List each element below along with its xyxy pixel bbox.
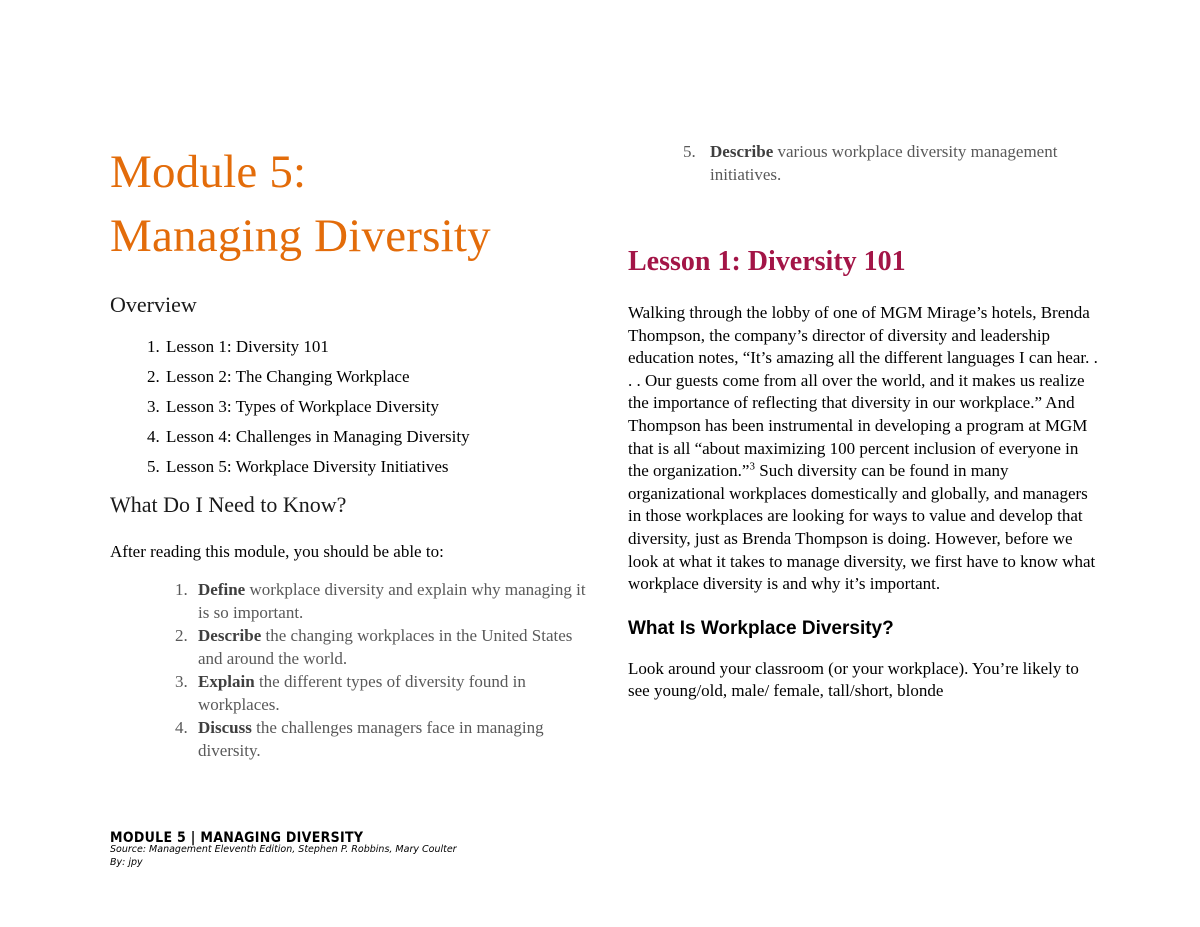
objective-item	[192, 716, 590, 762]
section-subheading: What Is Workplace Diversity?	[628, 617, 894, 639]
footer-author: By: jpy	[110, 857, 143, 868]
objective-verb: Describe	[710, 142, 774, 161]
objective-text: various workplace diversity management initiatives.	[710, 142, 1058, 184]
footnote-marker: 3	[749, 460, 755, 473]
objective-number: 5.	[683, 142, 696, 161]
objective-verb: Discuss	[198, 718, 252, 737]
objectives-list-continued	[628, 140, 1098, 186]
objective-item	[192, 578, 590, 624]
paragraph-text: Walking through the lobby of one of MGM Mirage’s hotels, Brenda Thompson, the company’s director of diversity and leadership education notes, “It’s amazing all the different languages I can hear. . . . Our guests come from all over the world, and it makes us realize the importance of reflecting that diversity in our workplace.” And Thompson has been instrumental in developing a program at MGM that is all “about maximizing 100 percent inclusion of everyone in the organization.”	[628, 303, 1098, 481]
paragraph-text: Such diversity can be found in many organizational workplaces domestically and globally, and managers in those workplaces are looking for ways to value and develop that diversity, just as Brenda Thompson is doing. However, before we look at what it takes to manage diversity, we first have to know what workplace diversity is and why it’s important.	[628, 461, 1096, 594]
module-title-line1: Module 5:	[110, 146, 307, 198]
lesson-heading: Lesson 1: Diversity 101	[628, 246, 906, 277]
overview-list	[110, 332, 590, 482]
objectives-list	[110, 578, 590, 762]
objective-item	[683, 140, 1098, 186]
module-title	[110, 140, 590, 268]
overview-item: 5. Lesson 5: Workplace Diversity Initiatives	[164, 452, 590, 482]
left-column	[110, 140, 590, 762]
objective-text: workplace diversity and explain why managing it is so important.	[198, 580, 586, 622]
overview-item: 3. Lesson 3: Types of Workplace Diversity	[164, 392, 590, 422]
objectives-intro: After reading this module, you should be able to:	[110, 542, 444, 561]
objective-item	[192, 624, 590, 670]
need-to-know-heading: What Do I Need to Know?	[110, 492, 347, 517]
objective-item	[192, 670, 590, 716]
lesson-paragraph: Look around your classroom (or your workplace). You’re likely to see young/old, male/ female, tall/short, blonde	[628, 658, 1079, 701]
overview-heading: Overview	[110, 292, 197, 317]
footer-title: MODULE 5 | MANAGING DIVERSITY	[110, 830, 364, 846]
objective-text: the different types of diversity found in workplaces.	[198, 672, 526, 714]
footer-source: Source: Management Eleventh Edition, Stephen P. Robbins, Mary Coulter	[110, 844, 457, 855]
objective-text: the changing workplaces in the United States and around the world.	[198, 626, 573, 668]
page-footer	[110, 830, 457, 869]
module-title-line2: Managing Diversity	[110, 210, 491, 262]
lesson-paragraph	[628, 302, 1098, 596]
overview-item: 2. Lesson 2: The Changing Workplace	[164, 362, 590, 392]
objective-verb: Describe	[198, 626, 262, 645]
right-column	[628, 140, 1098, 703]
overview-item: 4. Lesson 4: Challenges in Managing Diversity	[164, 422, 590, 452]
objective-verb: Explain	[198, 672, 255, 691]
objective-text: the challenges managers face in managing diversity.	[198, 718, 544, 760]
objective-verb: Define	[198, 580, 246, 599]
overview-item: 1. Lesson 1: Diversity 101	[164, 332, 590, 362]
